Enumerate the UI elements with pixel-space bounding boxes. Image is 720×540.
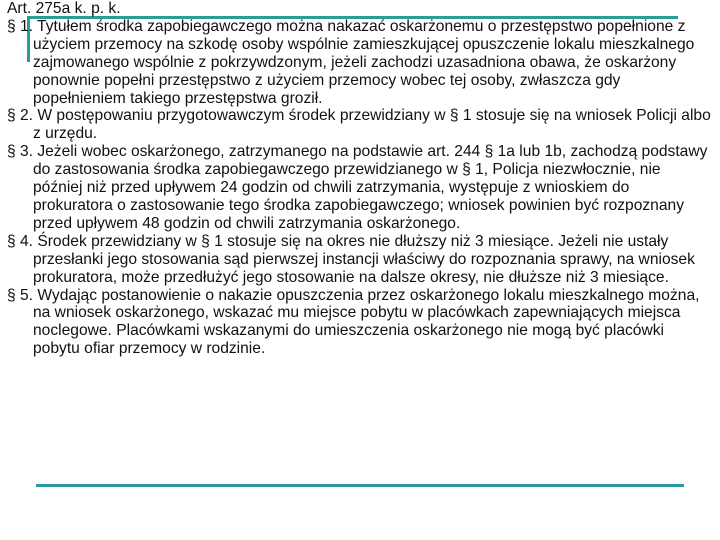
article-heading: Art. 275a k. p. k.	[7, 0, 121, 17]
document-body	[7, 0, 711, 358]
paragraph-3: § 3. Jeżeli wobec oskarżonego, zatrzymanego na podstawie art. 244 § 1a lub 1b, zachodzą podstawy do zastosowania środka zapobiegawczego przewidzianego w § 1, Policja niezwłocznie, nie później niż przed upływem 24 godzin od chwili zatrzymania, występuje z wnioskiem do prokuratora o zastosowanie tego środka zapobiegawczego; wniosek powinien być rozpoznany przed upływem 48 godzin od chwili zatrzymania oskarżonego.	[7, 143, 708, 232]
paragraph-2: § 2. W postępowaniu przygotowawczym środek przewidziany w § 1 stosuje się na wniosek Policji albo z urzędu.	[7, 107, 711, 143]
paragraph-5: § 5. Wydając postanowienie o nakazie opuszczenia przez oskarżonego lokalu mieszkalnego można, na wniosek oskarżonego, wskazać mu miejsce pobytu w placówkach zapewniających miejsca noclegowe. Placówkami wskazanymi do umieszczenia oskarżonego nie mogą być placówki pobytu ofiar przemocy w rodzinie.	[7, 286, 700, 358]
bottom-divider-line	[36, 484, 684, 487]
paragraph-4: § 4. Środek przewidziany w § 1 stosuje się na okres nie dłuższy niż 3 miesiące. Jeżeli nie ustały przesłanki jego stosowania sąd pierwszej instancji właściwy do rozpoznania sprawy, na wniosek prokuratora, może przedłużyć jego stosowanie na dalsze okresy, nie dłuższe niż 3 miesiące.	[7, 232, 695, 286]
paragraph-1: § 1. Tytułem środka zapobiegawczego można nakazać oskarżonemu o przestępstwo popełnione z użyciem przemocy na szkodę osoby wspólnie zamieszkującej opuszczenie lokalu mieszkalnego zajmowanego wspólnie z pokrzywdzonym, jeżeli zachodzi uzasadniona obawa, że oskarżony ponownie popełni przestępstwo z użyciem przemocy wobec tej osoby, zwłaszcza gdy popełnieniem takiego przestępstwa groził.	[7, 17, 695, 107]
